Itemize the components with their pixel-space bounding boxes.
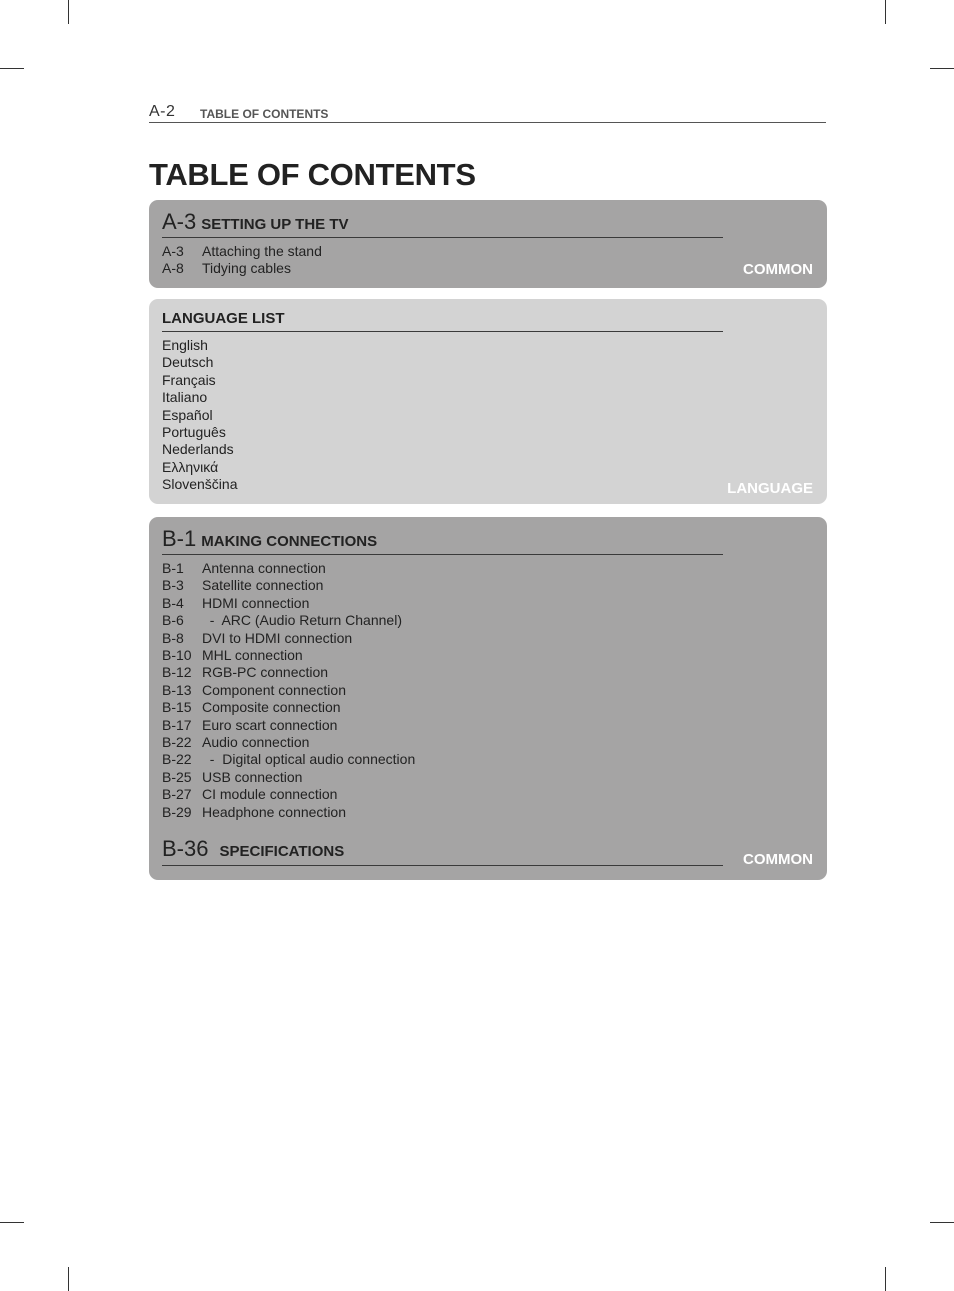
language-item[interactable]: Italiano (162, 389, 208, 406)
language-item[interactable]: Slovenščina (162, 476, 238, 493)
section-title: LANGUAGE LIST (162, 310, 285, 327)
running-head-page-number: A-2 (149, 103, 176, 120)
toc-entry[interactable]: B-12 RGB-PC connection (162, 664, 329, 681)
crop-mark (930, 1222, 954, 1223)
language-item[interactable]: English (162, 337, 208, 353)
language-item[interactable]: Deutsch (162, 354, 214, 371)
section-heading[interactable] (162, 209, 723, 238)
toc-entry-list (162, 243, 322, 278)
section-tag-common: COMMON (743, 851, 813, 868)
toc-entry[interactable]: B-22 Audio connection (162, 734, 310, 751)
running-head (149, 100, 826, 123)
toc-entry[interactable]: B-15 Composite connection (162, 699, 341, 716)
toc-entry[interactable]: A-3 Attaching the stand (162, 243, 322, 259)
crop-mark (930, 68, 954, 69)
language-item[interactable]: Nederlands (162, 441, 234, 458)
toc-entry[interactable]: B-10 MHL connection (162, 647, 303, 664)
crop-mark (885, 1267, 886, 1291)
toc-section-setting-up (149, 200, 827, 288)
toc-section-language-list (149, 299, 827, 504)
section-heading[interactable] (162, 526, 723, 555)
toc-entry[interactable]: A-8 Tidying cables (162, 260, 291, 277)
section-heading-specifications[interactable] (162, 836, 723, 866)
toc-entry-list (162, 560, 415, 821)
toc-entry[interactable]: B-3 Satellite connection (162, 577, 324, 594)
section-tag-language: LANGUAGE (727, 480, 813, 497)
toc-entry[interactable]: B-22 - Digital optical audio connection (162, 751, 416, 768)
section-page-number: B-36 (162, 836, 209, 861)
section-title: SETTING UP THE TV (201, 216, 349, 233)
language-item[interactable]: Français (162, 371, 216, 388)
language-item[interactable]: Ελληνικά (162, 458, 219, 475)
language-item[interactable]: Português (162, 424, 226, 441)
toc-entry[interactable]: B-25 USB connection (162, 768, 303, 785)
section-title: SPECIFICATIONS (219, 843, 345, 860)
toc-entry[interactable]: B-29 Headphone connection (162, 803, 347, 820)
toc-entry[interactable]: B-1 Antenna connection (162, 560, 326, 576)
section-heading[interactable] (162, 310, 723, 332)
language-list (162, 337, 238, 494)
crop-mark (0, 1222, 24, 1223)
toc-entry[interactable]: B-27 CI module connection (162, 786, 338, 803)
language-item[interactable]: Español (162, 406, 213, 423)
toc-section-making-connections (149, 517, 827, 880)
section-page-number: B-1 (162, 526, 197, 551)
toc-entry[interactable]: B-4 HDMI connection (162, 594, 310, 611)
crop-mark (68, 1267, 69, 1291)
page-title: TABLE OF CONTENTS (149, 157, 476, 192)
toc-entry[interactable]: B-17 Euro scart connection (162, 716, 338, 733)
running-head-label: TABLE OF CONTENTS (200, 107, 329, 121)
crop-mark (68, 0, 69, 24)
crop-mark (0, 68, 24, 69)
section-tag-common: COMMON (743, 261, 813, 278)
section-page-number: A-3 (162, 209, 197, 234)
toc-entry[interactable]: B-6 - ARC (Audio Return Channel) (162, 612, 402, 629)
toc-entry[interactable]: B-13 Component connection (162, 681, 346, 698)
crop-mark (885, 0, 886, 24)
section-title: MAKING CONNECTIONS (201, 533, 378, 550)
toc-entry[interactable]: B-8 DVI to HDMI connection (162, 629, 353, 646)
